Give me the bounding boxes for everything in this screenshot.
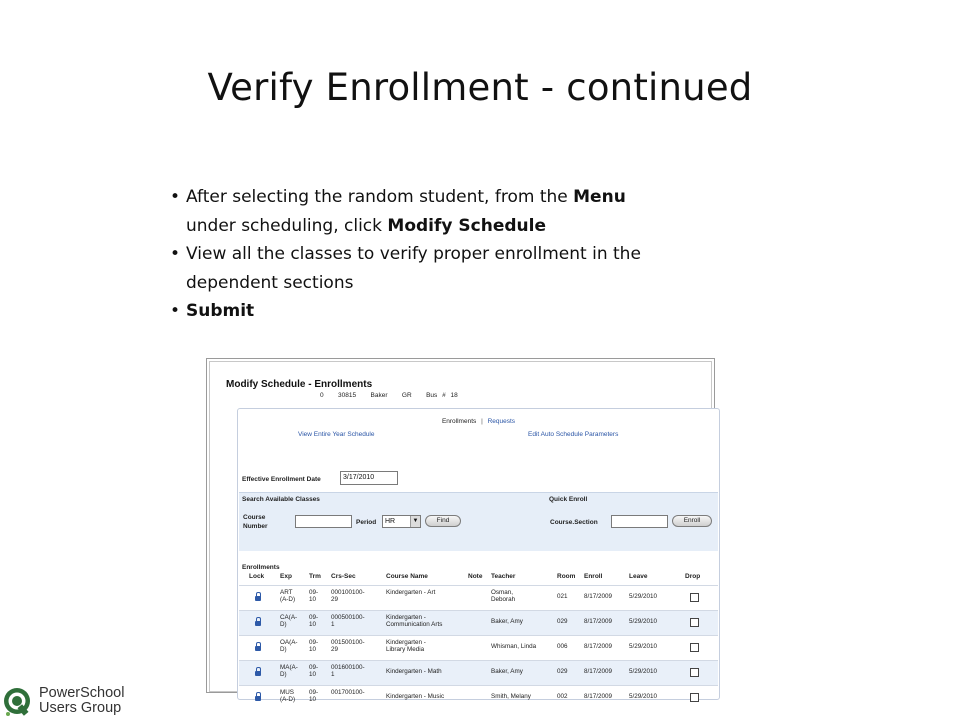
- teacher-cell: Baker, Amy: [491, 668, 523, 675]
- bullet-item: [170, 297, 730, 326]
- trm-line: 09-: [309, 589, 319, 596]
- exp-line: (A-D): [280, 696, 296, 703]
- trm-line: 10: [309, 696, 317, 703]
- room-cell: 006: [557, 643, 568, 650]
- teacher-line: Deborah: [491, 596, 516, 603]
- trm-line: 10: [309, 671, 317, 678]
- dropdown-arrow-icon: ▼: [410, 516, 420, 527]
- exp-line: (A-D): [280, 596, 296, 603]
- modify-schedule-screenshot: [206, 358, 715, 703]
- slide-title: Verify Enrollment - continued: [207, 66, 753, 109]
- enroll-date-cell: 8/17/2009: [584, 593, 613, 600]
- bullet-text: under scheduling, click: [186, 215, 388, 236]
- drop-checkbox[interactable]: [690, 593, 699, 602]
- col-trm: Trm: [309, 573, 321, 580]
- bullet-text: After selecting the random student, from the: [186, 187, 574, 207]
- trm-cell: [309, 639, 318, 653]
- room-cell: 029: [557, 618, 568, 625]
- page-title: Modify Schedule - Enrollments: [226, 379, 373, 390]
- lock-icon[interactable]: [255, 596, 261, 601]
- col-lock: Lock: [249, 573, 265, 580]
- bullet-bold-modify-schedule: Modify Schedule: [387, 215, 546, 236]
- course-number-label-line1: Course: [243, 514, 266, 521]
- exp-line: MA(A-: [280, 664, 298, 671]
- enroll-date-cell: 8/17/2009: [584, 618, 613, 625]
- bullet-bold-menu: Menu: [573, 187, 626, 207]
- search-classes-header: Search Available Classes: [242, 496, 320, 503]
- crs-line: 29: [331, 646, 339, 653]
- course-section-input[interactable]: [611, 515, 668, 528]
- name-line: Kindergarten -: [386, 614, 426, 621]
- period-label: Period: [356, 519, 377, 526]
- nav-separator: |: [481, 418, 483, 425]
- teacher-cell: Smith, Melany: [491, 693, 531, 700]
- lock-icon[interactable]: [255, 646, 261, 651]
- bullet-item: [170, 240, 726, 297]
- tab-requests[interactable]: Requests: [487, 418, 516, 425]
- exp-line: ART: [280, 589, 293, 596]
- col-leave: Leave: [629, 573, 648, 580]
- exp-line: OA(A-: [280, 639, 298, 646]
- drop-checkbox[interactable]: [690, 618, 699, 627]
- trm-line: 09-: [309, 614, 319, 621]
- drop-checkbox[interactable]: [690, 693, 699, 702]
- table-row: [239, 685, 718, 710]
- crs-sec-cell: 001700100-: [331, 689, 365, 696]
- course-number-input[interactable]: [295, 515, 352, 528]
- course-name-cell: [386, 589, 435, 596]
- period-value: HR: [385, 518, 396, 525]
- col-teacher: Teacher: [491, 573, 516, 580]
- lock-icon[interactable]: [255, 621, 261, 626]
- room-cell: 029: [557, 668, 568, 675]
- screenshot-frame: [209, 361, 712, 703]
- tab-enrollments[interactable]: Enrollments: [441, 418, 477, 425]
- period-select[interactable]: [382, 515, 421, 528]
- leave-date-cell: 5/29/2010: [629, 693, 658, 700]
- teacher-cell: [491, 589, 515, 603]
- bullet-list: [170, 183, 730, 326]
- teacher-cell: Baker, Amy: [491, 618, 523, 625]
- trm-line: 09-: [309, 689, 319, 696]
- drop-checkbox[interactable]: [690, 643, 699, 652]
- room-cell: 021: [557, 593, 568, 600]
- bullet-item: [170, 183, 730, 240]
- enrollments-table: [239, 573, 718, 710]
- bullet-text: View all the classes to verify proper enrollment in the dependent sections: [186, 244, 641, 293]
- course-section-label: Course.Section: [550, 519, 598, 526]
- exp-line: CA(A-: [280, 614, 298, 621]
- col-exp: Exp: [280, 573, 292, 580]
- find-button[interactable]: Find: [425, 515, 461, 527]
- crs-sec-cell: [331, 614, 365, 628]
- panel-nav: [238, 418, 719, 425]
- crs-line: 001500100-: [331, 639, 365, 646]
- table-row: [239, 585, 718, 610]
- teacher-line: Osman,: [491, 589, 514, 596]
- teacher-cell: Whisman, Linda: [491, 643, 537, 650]
- crs-line: 000500100-: [331, 614, 365, 621]
- course-number-label: [243, 513, 268, 531]
- crs-line: 1: [331, 671, 335, 678]
- lock-icon[interactable]: [255, 671, 261, 676]
- trm-line: 10: [309, 621, 317, 628]
- crs-line: 1: [331, 621, 335, 628]
- enroll-date-cell: 8/17/2009: [584, 693, 613, 700]
- leave-date-cell: 5/29/2010: [629, 593, 658, 600]
- lock-icon[interactable]: [255, 696, 261, 701]
- enroll-date-cell: 8/17/2009: [584, 668, 613, 675]
- name-line: Kindergarten -: [386, 639, 426, 646]
- search-section: [239, 492, 718, 551]
- logo-line2: Users Group: [39, 700, 122, 716]
- table-row: [239, 610, 718, 635]
- bullet-bold-submit: Submit: [186, 301, 255, 321]
- drop-checkbox[interactable]: [690, 668, 699, 677]
- col-drop: Drop: [685, 573, 701, 580]
- powerschool-logo-icon: [2, 687, 32, 717]
- table-row: [239, 635, 718, 660]
- logo-text: [39, 686, 124, 716]
- trm-line: 09-: [309, 664, 319, 671]
- course-name-cell: [386, 639, 426, 653]
- edit-auto-schedule-link[interactable]: Edit Auto Schedule Parameters: [528, 431, 619, 438]
- col-enroll: Enroll: [584, 573, 603, 580]
- exp-cell: [280, 664, 298, 678]
- trm-cell: [309, 614, 318, 628]
- name-line: Kindergarten - Art: [386, 589, 436, 596]
- trm-line: 10: [309, 596, 317, 603]
- name-line: Library Media: [386, 646, 425, 653]
- exp-line: D): [280, 646, 287, 653]
- course-name-cell: Kindergarten - Math: [386, 668, 442, 675]
- col-crs-sec: Crs-Sec: [331, 573, 356, 580]
- enrollments-title: Enrollments: [242, 564, 280, 571]
- effective-date-label: Effective Enrollment Date: [242, 476, 321, 483]
- exp-cell: [280, 639, 298, 653]
- exp-cell: [280, 589, 295, 603]
- course-number-label-line2: Number: [243, 523, 268, 530]
- exp-cell: [280, 689, 295, 703]
- leave-date-cell: 5/29/2010: [629, 643, 658, 650]
- powerschool-logo: [2, 684, 172, 720]
- crs-sec-cell: [331, 664, 365, 678]
- crs-sec-cell: [331, 639, 365, 653]
- enrollment-panel: [237, 408, 720, 703]
- quick-enroll-header: Quick Enroll: [549, 496, 588, 503]
- leave-date-cell: 5/29/2010: [629, 618, 658, 625]
- logo-line1: PowerSchool: [39, 685, 125, 701]
- exp-cell: [280, 614, 297, 628]
- col-course-name: Course Name: [386, 573, 428, 580]
- leave-date-cell: 5/29/2010: [629, 668, 658, 675]
- trm-cell: [309, 664, 318, 678]
- course-name-cell: [386, 614, 442, 628]
- table-header: [239, 573, 718, 585]
- enroll-date-cell: 8/17/2009: [584, 643, 613, 650]
- name-line: Communication Arts: [386, 621, 443, 628]
- crs-line: 29: [331, 596, 339, 603]
- course-name-cell: Kindergarten - Music: [386, 693, 445, 700]
- trm-cell: [309, 589, 318, 603]
- trm-line: 10: [309, 646, 317, 653]
- student-info: 0 30815 Baker GR Bus # 18: [320, 392, 458, 399]
- crs-line: 001600100-: [331, 664, 365, 671]
- effective-date-input[interactable]: 3/17/2010: [340, 471, 398, 485]
- enroll-button[interactable]: Enroll: [672, 515, 712, 527]
- crs-sec-cell: [331, 589, 365, 603]
- exp-line: D): [280, 621, 287, 628]
- crs-line: 000100100-: [331, 589, 365, 596]
- exp-line: MUS: [280, 689, 294, 696]
- view-year-schedule-link[interactable]: View Entire Year Schedule: [298, 431, 375, 438]
- col-room: Room: [557, 573, 576, 580]
- trm-line: 09-: [309, 639, 319, 646]
- room-cell: 002: [557, 693, 568, 700]
- table-row: [239, 660, 718, 685]
- exp-line: D): [280, 671, 287, 678]
- trm-cell: [309, 689, 318, 703]
- col-note: Note: [468, 573, 483, 580]
